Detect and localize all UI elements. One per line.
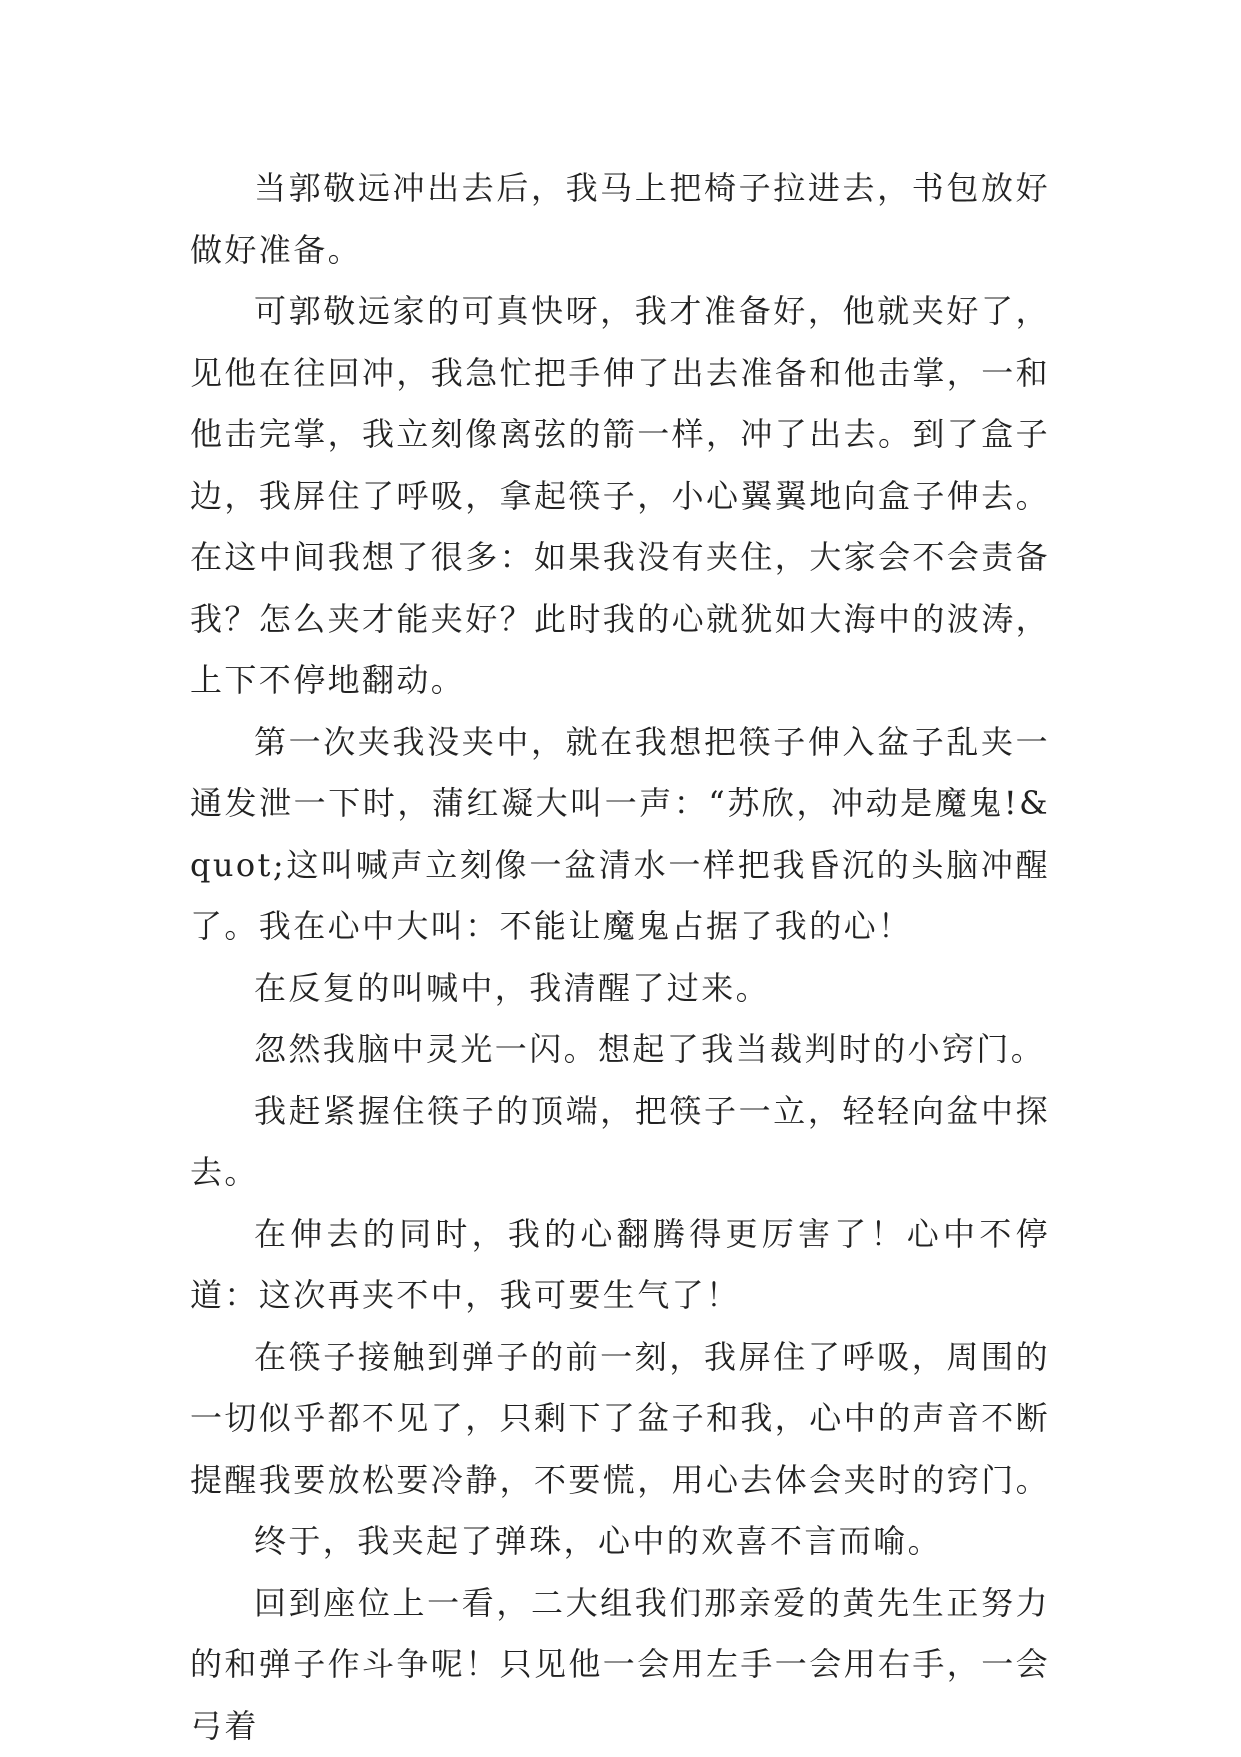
paragraph: 我赶紧握住筷子的顶端，把筷子一立，轻轻向盆中探去。: [190, 1081, 1050, 1204]
paragraph: 当郭敬远冲出去后，我马上把椅子拉进去，书包放好做好准备。: [190, 158, 1050, 281]
paragraph: 在筷子接触到弹子的前一刻，我屏住了呼吸，周围的一切似乎都不见了，只剩下了盆子和我，心中的声音不断提醒我要放松要冷静，不要慌，用心去体会夹时的窍门。: [190, 1327, 1050, 1512]
paragraph: 忽然我脑中灵光一闪。想起了我当裁判时的小窍门。: [190, 1019, 1050, 1081]
paragraph: 在反复的叫喊中，我清醒了过来。: [190, 958, 1050, 1020]
paragraph: 可郭敬远家的可真快呀，我才准备好，他就夹好了，见他在往回冲，我急忙把手伸了出去准备和他击掌，一和他击完掌，我立刻像离弦的箭一样，冲了出去。到了盒子边，我屏住了呼吸，拿起筷子，小心翼翼地向盒子伸去。在这中间我想了很多：如果我没有夹住，大家会不会责备我？怎么夹才能夹好？此时我的心就犹如大海中的波涛，上下不停地翻动。: [190, 281, 1050, 712]
paragraph: 在伸去的同时，我的心翻腾得更厉害了！心中不停道：这次再夹不中，我可要生气了！: [190, 1204, 1050, 1327]
paragraph: 回到座位上一看，二大组我们那亲爱的黄先生正努力的和弹子作斗争呢！只见他一会用左手一会用右手，一会弓着: [190, 1573, 1050, 1757]
paragraph: 终于，我夹起了弹珠，心中的欢喜不言而喻。: [190, 1511, 1050, 1573]
paragraph: 第一次夹我没夹中，就在我想把筷子伸入盆子乱夹一通发泄一下时，蒲红凝大叫一声：“苏欣，冲动是魔鬼!&quot;这叫喊声立刻像一盆清水一样把我昏沉的头脑冲醒了。我在心中大叫：不能让魔鬼占据了我的心！: [190, 712, 1050, 958]
document-body: [190, 158, 1050, 1757]
